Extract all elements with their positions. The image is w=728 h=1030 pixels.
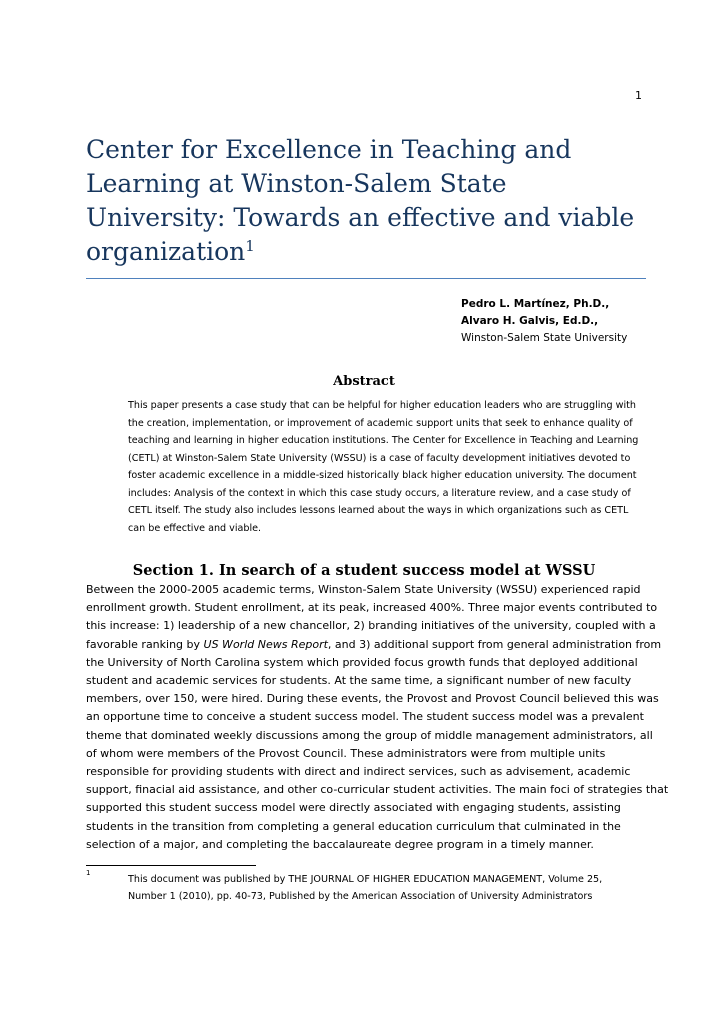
abstract-line: CETL itself. The study also includes lessons learned about the ways in which organizations such as CETL: [128, 505, 629, 516]
author-2: Alvaro H. Galvis, Ed.D.,: [461, 315, 599, 327]
footnote-text: [128, 871, 648, 905]
body-line: supported this student success model were directly associated with engaging students, assisting: [86, 801, 621, 815]
body-line: the University of North Carolina system which provided focus growth funds that deployed additional: [86, 655, 638, 669]
paper-title-text: Center for Excellence in Teaching and Learning at Winston-Salem State University: Towards an effective and viable organization: [86, 135, 635, 266]
section-1-heading: Section 1. In search of a student success model at WSSU: [132, 562, 596, 579]
body-line: responsible for providing students with direct and indirect services, such as advisement, academic: [86, 765, 631, 779]
paper-title: [86, 133, 646, 269]
abstract-line: This paper presents a case study that can be helpful for higher education leaders who are struggling with: [128, 400, 637, 411]
abstract-text: [128, 397, 648, 537]
body-line: student and academic services for students. At the same time, a significant number of new faculty: [86, 674, 632, 688]
body-line: Between the 2000-2005 academic terms, Winston-Salem State University (WSSU) experienced rapid: [86, 583, 641, 596]
body-line: support, finacial aid assistance, and other co-curricular student activities. The main foci of strategies that: [86, 783, 669, 797]
abstract-line: includes: Analysis of the context in which this case study occurs, a literature review, and a case study of: [128, 487, 631, 499]
footnote-line: This document was published by THE JOURNAL OF HIGHER EDUCATION MANAGEMENT, Volume 25,: [128, 874, 603, 885]
body-line: selection of a major, and completing the baccalaureate degree program in a timely manner.: [86, 837, 594, 851]
author-1: Pedro L. Martínez, Ph.D.,: [461, 298, 610, 310]
title-divider: [86, 278, 646, 279]
footnote-mark: 1: [86, 869, 91, 877]
abstract-line: (CETL) at Winston-Salem State University (WSSU) is a case of faculty development initiatives devoted to: [128, 452, 631, 464]
body-line: [86, 636, 662, 654]
body-line-lead: favorable ranking by: [86, 637, 204, 651]
footnote-separator: [86, 865, 256, 866]
body-line: this increase: 1) leadership of a new chancellor, 2) branding initiatives of the university, coupled with a: [86, 619, 656, 633]
author-affiliation: Winston-Salem State University: [461, 332, 628, 344]
body-line-tail: , and 3) additional support from general administration from: [327, 637, 662, 651]
footnote-line: Number 1 (2010), pp. 40-73, Published by the American Association of University Administrators: [128, 891, 593, 902]
body-line: of whom were members of the Provost Council. These administrators were from multiple units: [86, 746, 606, 760]
section-1-text: [86, 581, 669, 854]
page-number: 1: [635, 89, 642, 102]
body-line: an opportune time to conceive a student success model. The student success model was a prevalent: [86, 710, 644, 724]
title-footnote-ref[interactable]: 1: [245, 237, 255, 255]
author-block: [461, 296, 627, 347]
abstract-line: teaching and learning in higher education institutions. The Center for Excellence in Teaching and Learning: [128, 435, 639, 446]
body-line: students in the transition from completing a general education curriculum that culminated in the: [86, 819, 621, 833]
body-line: theme that dominated weekly discussions among the group of middle management administrators, all: [86, 728, 653, 742]
abstract-line: the creation, implementation, or improvement of academic support units that seek to enhance quality of: [128, 417, 633, 429]
publication-name: US World News Report: [203, 637, 328, 651]
abstract-line: foster academic excellence in a middle-sized historically black higher education university. The document: [128, 470, 637, 481]
body-line: members, over 150, were hired. During these events, the Provost and Provost Council believed this was: [86, 692, 659, 706]
abstract-line: can be effective and viable.: [128, 522, 262, 534]
body-line: enrollment growth. Student enrollment, at its peak, increased 400%. Three major events contributed to: [86, 601, 658, 615]
abstract-heading: Abstract: [333, 374, 395, 389]
